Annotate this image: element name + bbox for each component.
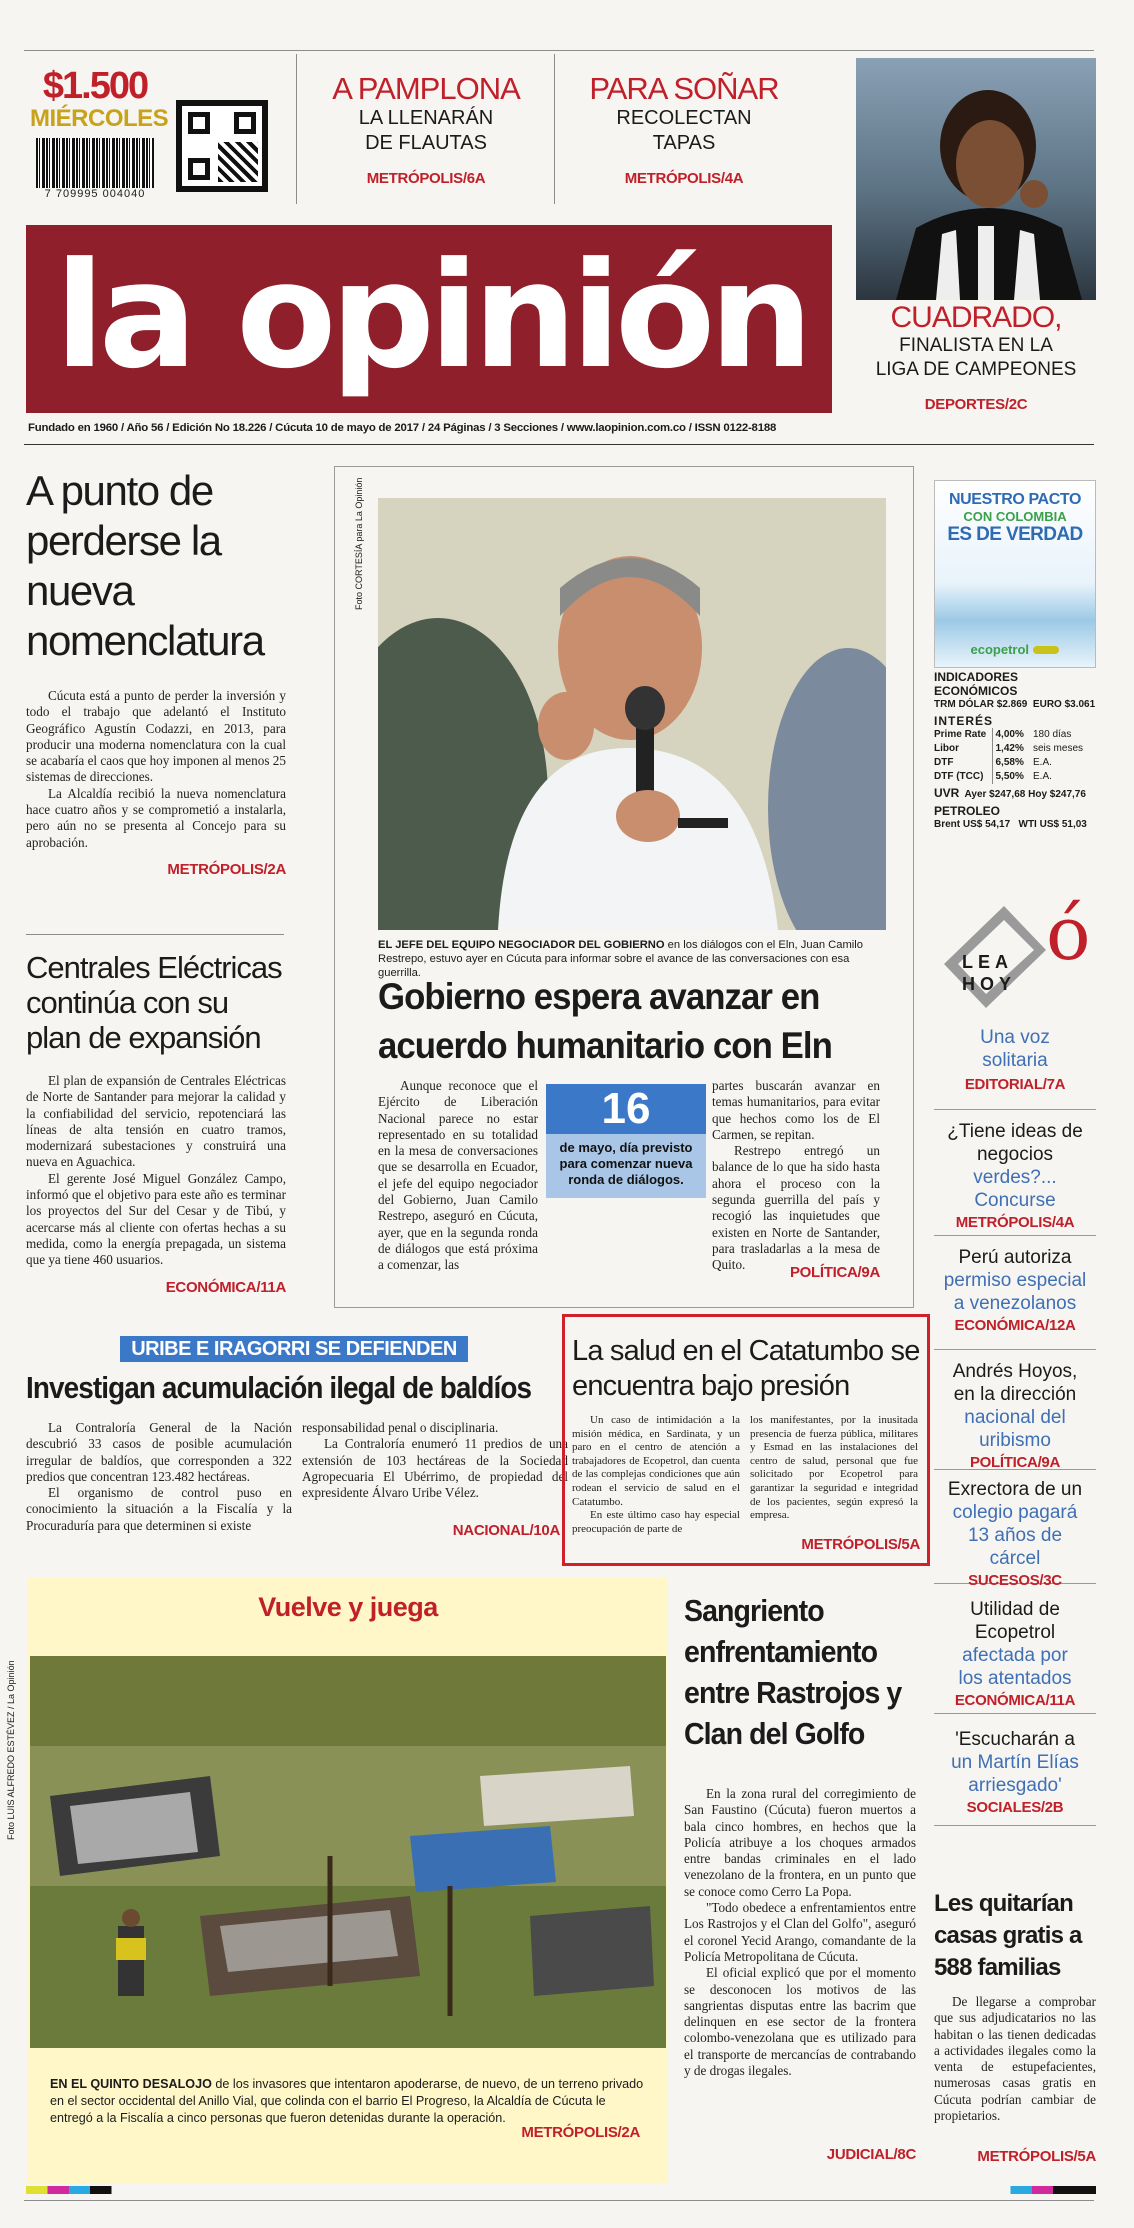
section-link[interactable]: SUCESOS/3C xyxy=(968,1572,1062,1589)
teaser-line: LIGA DE CAMPEONES xyxy=(875,359,1077,380)
paragraph: En la zona rural del corregimiento de San Faustino (Cúcuta) fueron muertos a bala cinco hombres, en hechos que la Policía atribuye a los choques armados entre bandas criminales en el lado venezolano de la frontera, en un punto que se conoce como Cerro La Popa. xyxy=(684,1786,916,1899)
casas-body: De llegarse a comprobar que sus adjudicatarios no las habitan o las tienen dedicadas a actividades ilegales como la venta de estupefacientes, numerosas casas gratis en Cúcuta podrían cambiar de propietarios. xyxy=(934,1994,1096,2124)
section-link[interactable]: METRÓPOLIS/5A xyxy=(801,1536,920,1553)
lead-photo xyxy=(378,498,886,930)
teaser-cuadrado[interactable] xyxy=(856,302,1096,413)
paragraph: El gerente José Miguel González Campo, informó que el objetivo para este año es terminar los proyectos del Sur del Cesar y de Tibú, y acercarse más al cliente con ofertas hechas a su medida, como la energía prepagada, un sistema que ya tiene 460 usuarios. xyxy=(26,1170,286,1268)
item-blue: un Martín Elías arriesgado' xyxy=(951,1752,1079,1796)
rate-term: E.A. xyxy=(1033,771,1052,782)
ad-line-3: ES DE VERDAD xyxy=(947,524,1083,545)
hoy-label: HOY xyxy=(962,974,1017,994)
section-link[interactable]: ECONÓMICA/12A xyxy=(954,1317,1076,1334)
teaser-pamplona[interactable] xyxy=(300,72,552,187)
paragraph: La Contraloría enumeró 11 predios de una extensión de 103 hectáreas de la Sociedad Agropecuaria El Ubérrimo, de propiedad del expresidente Álvaro Uribe Vélez. xyxy=(302,1436,568,1501)
teaser-title: PARA SOÑAR xyxy=(589,71,779,106)
story-nomenclatura[interactable] xyxy=(26,466,286,878)
baldios-col-2 xyxy=(302,1420,568,1501)
paragraph: El oficial explicó que por el momento se desconocen los motivos de las sangrientas disputas entre las bacrim que delinquen en ese sector de la frontera colombo-venezolana que es utilizado para el transporte de mercancías de contrabando y de drogas ilegales. xyxy=(684,1965,916,2079)
info-rule xyxy=(24,444,1094,445)
barcode-number: 7 709995 004040 xyxy=(44,188,146,200)
paragraph: responsabilidad penal o disciplinaria. xyxy=(302,1420,499,1435)
top-rule xyxy=(24,50,1094,51)
trm-row xyxy=(934,698,1096,712)
masthead-divider-1 xyxy=(296,54,297,204)
casas-headline[interactable]: Les quitarían casas gratis a 588 familias xyxy=(934,1890,1082,1981)
teaser-line: RECOLECTAN xyxy=(616,107,752,129)
qr-code xyxy=(176,100,268,192)
rastrojos-body xyxy=(684,1786,916,2079)
rate-term: E.A. xyxy=(1033,757,1052,768)
lea-hoy-item[interactable] xyxy=(934,1584,1096,1714)
rate-value: 5,50% xyxy=(992,770,1030,784)
eviction-scene-illustration xyxy=(30,1656,666,2048)
logo: la opinión xyxy=(54,231,808,401)
salud-headline[interactable]: La salud en el Catatumbo se encuentra bajo presión xyxy=(572,1335,920,1402)
story-centrales[interactable] xyxy=(26,950,286,1296)
rate-value: 1,42% xyxy=(992,742,1030,756)
lead-col-1: Aunque reconoce que el Ejército de Liberación Nacional parece no estar representado en su totalidad en la mesa de conversaciones que se desarrolla en Ecuador, el jefe del equipo negociador del Gobierno, Juan Camilo Restrepo, aseguró en Cúcuta, ayer, que en la segunda ronda de diálogos que está próxima a comenzar, las xyxy=(378,1078,538,1273)
desalojo-caption xyxy=(50,2076,650,2127)
uvr-label: UVR xyxy=(934,786,960,800)
rate-value: 4,00% xyxy=(992,728,1030,742)
teaser-line: FINALISTA EN LA xyxy=(899,335,1053,356)
ad-line-1: NUESTRO PACTO xyxy=(949,491,1081,508)
rate-value: 6,58% xyxy=(992,756,1030,770)
uvr-hoy: Hoy $247,76 xyxy=(1028,789,1086,800)
ad-brand-name: ecopetrol xyxy=(970,642,1030,657)
teaser-line: LA LLENARÁN xyxy=(358,107,494,129)
paragraph: Restrepo entregó un balance de lo que ha sido hasta ahora el proceso con la segunda guerrilla del país y recogió las inquietudes que existen en Norte de Santander, para trasladarlas a la mesa de Quito. xyxy=(712,1143,880,1273)
teaser-section[interactable]: DEPORTES/2C xyxy=(924,396,1028,413)
item-blue: Una voz solitaria xyxy=(980,1027,1050,1071)
trm: TRM DÓLAR $2.869 xyxy=(934,699,1028,710)
rate-term: seis meses xyxy=(1033,743,1084,754)
lea-hoy-item[interactable] xyxy=(934,1350,1096,1470)
item-black: Utilidad de Ecopetrol xyxy=(970,1599,1060,1643)
baldios-headline[interactable]: Investigan acumulación ilegal de baldíos xyxy=(26,1370,532,1405)
interes-title: INTERÉS xyxy=(934,714,994,728)
section-link[interactable]: ECONÓMICA/11A xyxy=(165,1278,286,1296)
lea-hoy-item[interactable] xyxy=(934,1026,1096,1110)
player-illustration xyxy=(856,58,1096,300)
lea-hoy-badge xyxy=(934,890,1094,1008)
section-link[interactable]: SOCIALES/2B xyxy=(966,1799,1064,1816)
highlight-text: de mayo, día previsto para comenzar nueva ronda de diálogos. xyxy=(559,1140,693,1187)
lead-highlight-box xyxy=(546,1084,706,1198)
item-black: Exrectora de un xyxy=(947,1479,1083,1500)
table-row xyxy=(934,728,1083,742)
rate-label: DTF (TCC) xyxy=(934,771,984,782)
paragraph: El organismo de control puso en conocimiento la situación a la Fiscalía y la Procuraduría para que determinen si existe xyxy=(26,1485,292,1533)
photo-credit: Foto LUIS ALFREDO ESTÉVEZ / La Opinión xyxy=(6,1660,16,1840)
iguana-icon xyxy=(1033,646,1059,654)
table-row xyxy=(934,756,1083,770)
accent-mark-icon: ó xyxy=(1046,891,1091,977)
ad-line-2: CON COLOMBIA xyxy=(963,509,1067,524)
paragraph: "Todo obedece a enfrentamientos entre Los Rastrojos y el Clan del Golfo", aseguró el coronel Yecid Arango, comandante de la Policía Metropolitana de Cúcuta. xyxy=(684,1900,916,1964)
day: MIÉRCOLES xyxy=(30,105,169,132)
economic-indicators xyxy=(934,670,1096,832)
paragraph: La Alcaldía recibió la nueva nomenclatura hace cuatro años y se comprometió a instalarla, pero aún no se presenta al Concejo para su aprobación. xyxy=(26,785,286,850)
desalojo-headline[interactable]: Vuelve y juega xyxy=(258,1592,438,1622)
headline[interactable]: Centrales Eléctricas continúa con su plan de expansión xyxy=(26,950,282,1055)
section-link[interactable]: METRÓPOLIS/2A xyxy=(521,2124,640,2141)
teaser-section[interactable]: METRÓPOLIS/6A xyxy=(366,170,486,187)
lea-label: LEA xyxy=(962,952,1013,972)
oil-row xyxy=(934,818,1096,832)
section-link[interactable]: ECONÓMICA/11A xyxy=(954,1692,1076,1709)
section-link[interactable]: NACIONAL/10A xyxy=(452,1522,560,1539)
paragraph: El plan de expansión de Centrales Eléctricas de Norte de Santander para mejorar la calidad y la confiabilidad del servicio, repotenciará las líneas de alta tensión en cuatro tramos, modernizará subestaciones y construirá una nueva en Aguachica. xyxy=(26,1073,286,1170)
petroleo-title: PETROLEO xyxy=(934,804,1001,818)
table-row xyxy=(934,742,1083,756)
paragraph: Un caso de intimidación a la misión médica, en Sardinata, y un paro en el centro de atención a trabajadores de Ecopetrol, dan cuenta de las complejas condiciones que aún rodean el servicio de salud en el Catatumbo. xyxy=(572,1414,740,1508)
teaser-title: CUADRADO, xyxy=(890,301,1062,334)
teaser-line: TAPAS xyxy=(652,132,716,154)
divider xyxy=(26,934,284,935)
cuadrado-photo xyxy=(856,58,1096,300)
brent: Brent US$ 54,17 xyxy=(934,819,1011,830)
negotiator-illustration xyxy=(378,498,886,930)
section-link[interactable]: JUDICIAL/8C xyxy=(826,2146,916,2163)
caption-text: en los diálogos con el Eln, Juan Camilo Restrepo, estuvo ayer en Cúcuta para informar sobre el avance de las conversaciones con esa guerrilla. xyxy=(378,939,863,979)
color-registration-bar xyxy=(26,2186,1096,2194)
headline[interactable]: A punto de perderse la nueva nomenclatura xyxy=(26,467,264,664)
item-blue: permiso especial a venezolanos xyxy=(943,1270,1087,1314)
table-row xyxy=(934,770,1083,784)
section-link[interactable]: POLÍTICA/9A xyxy=(789,1264,880,1281)
lea-hoy-item[interactable] xyxy=(934,1470,1096,1589)
ad-brand xyxy=(935,641,1095,659)
item-black: 'Escucharán a xyxy=(955,1729,1075,1750)
item-black: Perú autoriza xyxy=(958,1247,1072,1268)
rate-label: Prime Rate xyxy=(934,729,987,740)
desalojo-photo xyxy=(30,1656,666,2048)
masthead-divider-2 xyxy=(554,54,555,204)
logo-band xyxy=(26,225,832,413)
lea-hoy-list xyxy=(934,1026,1096,1826)
teaser-line: DE FLAUTAS xyxy=(365,132,487,154)
item-blue: verdes?... Concurse xyxy=(973,1167,1057,1211)
rastrojos-headline[interactable]: Sangriento enfrentamiento entre Rastrojos y Clan del Golfo xyxy=(684,1593,902,1751)
salud-col-2: los manifestantes, por la inusitada presencia de fuerza pública, militares y Esmad en las instalaciones del centro de salud, personal que fue solicitado por Ecopetrol para garantizar la seguridad e integridad de los pacientes, según expresó la empresa. xyxy=(750,1414,918,1522)
price-box xyxy=(30,65,169,200)
caption-text: de los invasores que intentaron apoderarse, de nuevo, de un terreno privado en el sector occidental del Anillo Vial, que colinda con el barrio El Progreso, la Alcaldía de Cúcuta le entregó a la Fiscalía a cinco personas que fueron detenidas durante la operación. xyxy=(50,2077,644,2125)
rate-label: DTF xyxy=(934,757,954,768)
kicker: URIBE E IRAGORRI SE DEFIENDEN xyxy=(120,1336,468,1362)
item-blue: nacional del uribismo xyxy=(964,1407,1066,1451)
ecopetrol-ad[interactable] xyxy=(934,480,1096,668)
paragraph: La Contraloría General de la Nación descubrió 33 casos de posible acumulación irregular de baldíos, que corresponden a 322 predios que concentran 123.482 hectáreas. xyxy=(26,1420,292,1484)
section-link[interactable]: EDITORIAL/7A xyxy=(964,1076,1066,1093)
section-link[interactable]: POLÍTICA/9A xyxy=(969,1454,1061,1471)
item-black: Andrés Hoyos, en la dirección xyxy=(952,1361,1078,1405)
lead-col-3 xyxy=(712,1078,880,1274)
euro: EURO $3.061 xyxy=(1032,699,1096,710)
item-blue: colegio pagará 13 años de cárcel xyxy=(952,1502,1078,1569)
uvr-ayer: Ayer $247,68 xyxy=(964,789,1026,800)
bottom-rule xyxy=(24,2200,1094,2201)
caption-bold: EN EL QUINTO DESALOJO xyxy=(50,2077,212,2091)
uvr-row xyxy=(934,786,1096,802)
salud-col-1 xyxy=(572,1414,740,1536)
item-black: ¿Tiene ideas de negocios xyxy=(947,1121,1083,1165)
section-link[interactable]: METRÓPOLIS/2A xyxy=(167,860,286,878)
lead-headline[interactable]: Gobierno espera avanzar en acuerdo humanitario con Eln xyxy=(378,976,832,1066)
baldios-col-1 xyxy=(26,1420,292,1534)
info-line: Fundado en 1960 / Año 56 / Edición No 18.226 / Cúcuta 10 de mayo de 2017 / 24 Páginas / 3 Secciones / www.laopinion.com.co / ISSN 0122-8188 xyxy=(28,422,777,434)
paragraph: En este último caso hay especial preocupación de parte de xyxy=(572,1509,740,1535)
section-link[interactable]: METRÓPOLIS/5A xyxy=(977,2148,1096,2165)
indicators-title: INDICADORES ECONÓMICOS xyxy=(934,670,1019,698)
interest-table xyxy=(934,728,1083,784)
price: $1.500 xyxy=(42,65,148,107)
paragraph: Cúcuta está a punto de perder la inversión y todo el trabajo que adelantó el Instituto Geográfico Agustín Codazzi, en 2013, para producir una moderna nomenclatura con la cual se acabaría el caos que hoy imponen al menos 25 sistemas de direcciones. xyxy=(26,688,286,785)
rate-term: 180 días xyxy=(1033,729,1072,740)
lea-hoy-item[interactable] xyxy=(934,1110,1096,1236)
caption-bold: EL JEFE DEL EQUIPO NEGOCIADOR DEL GOBIERNO xyxy=(378,939,665,951)
section-link[interactable]: METRÓPOLIS/4A xyxy=(955,1214,1075,1231)
lea-hoy-item[interactable] xyxy=(934,1236,1096,1350)
teaser-section[interactable]: METRÓPOLIS/4A xyxy=(624,170,744,187)
rate-label: Libor xyxy=(934,743,959,754)
teaser-title: A PAMPLONA xyxy=(332,71,520,106)
teaser-sonar[interactable] xyxy=(558,72,810,187)
item-blue: afectada por los atentados xyxy=(958,1645,1072,1689)
highlight-number: 16 xyxy=(546,1084,706,1134)
lea-hoy-item[interactable] xyxy=(934,1714,1096,1826)
barcode xyxy=(36,138,154,188)
photo-credit: Foto CORTESÍA para La Opinión xyxy=(354,477,364,610)
paragraph: partes buscarán avanzar en temas humanitarios, para evitar que hechos como los de El Carmen, se repitan. xyxy=(712,1078,880,1142)
wti: WTI US$ 51,03 xyxy=(1018,819,1087,830)
